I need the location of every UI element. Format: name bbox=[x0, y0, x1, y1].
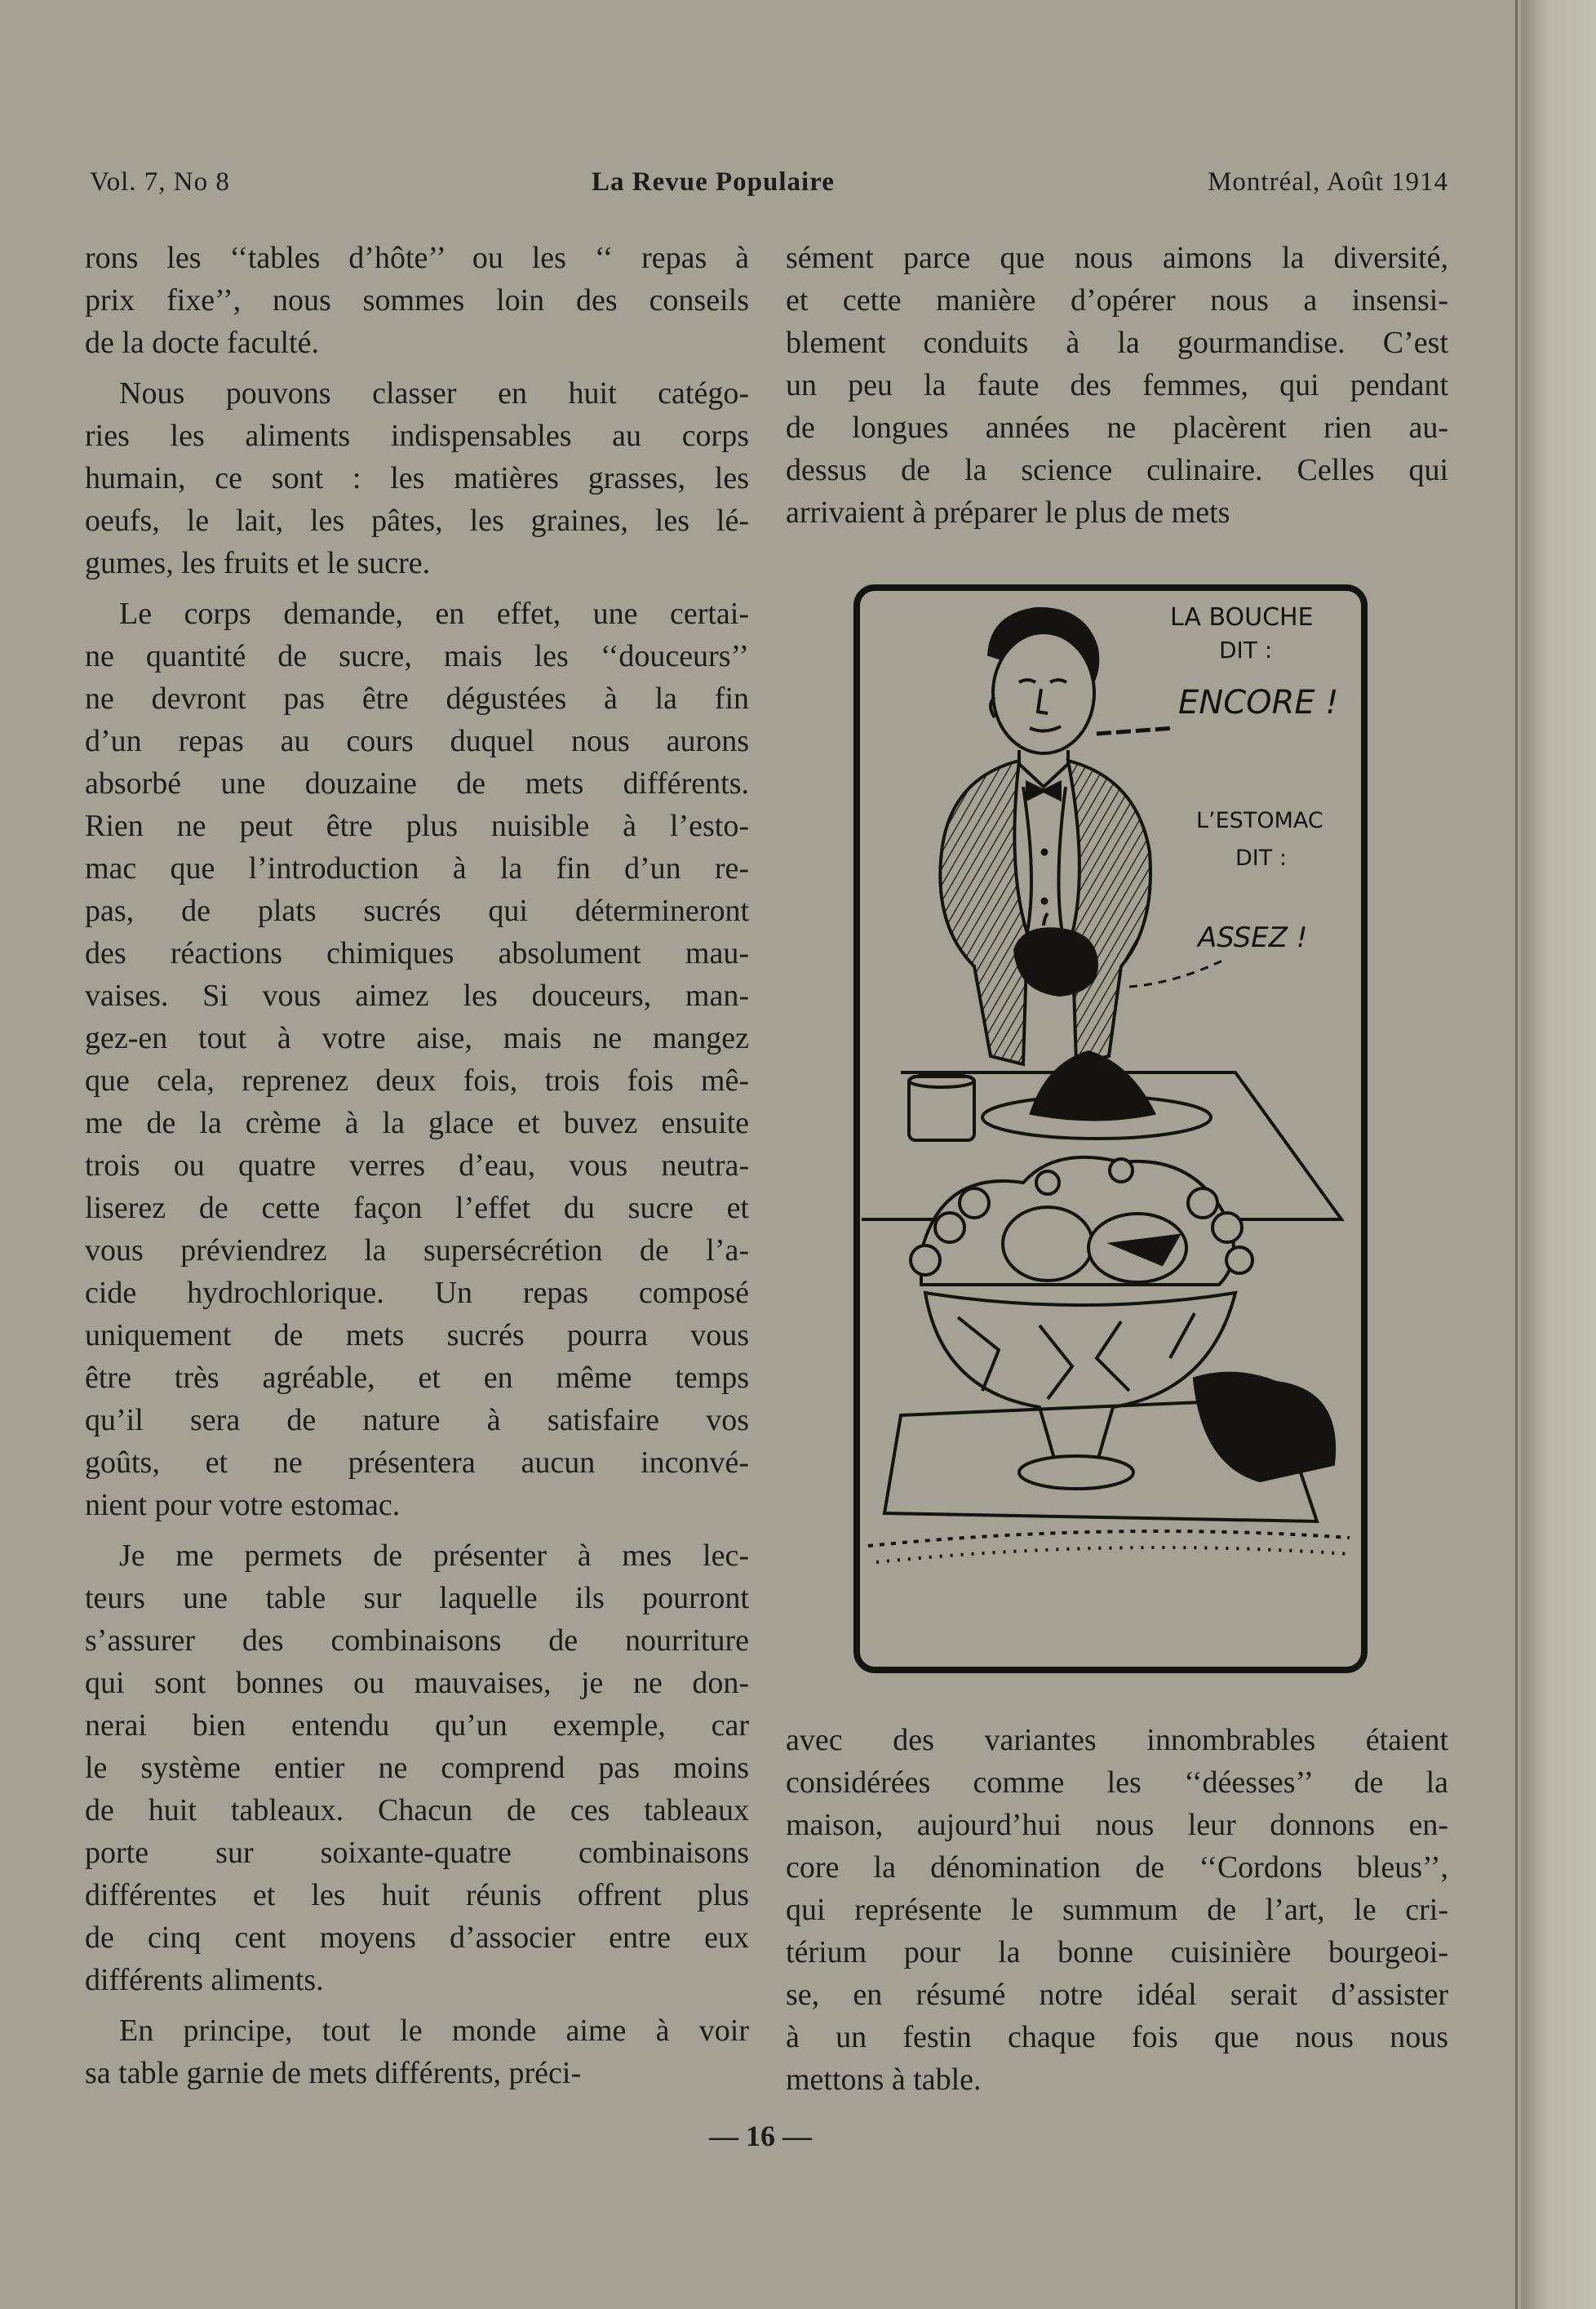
text-line: se, en résumé notre idéal serait d’assister bbox=[786, 1978, 1448, 2012]
text-line: gez-en tout à votre aise, mais ne mangez bbox=[85, 1021, 749, 1055]
text-line: de huit tableaux. Chacun de ces tableaux bbox=[85, 1793, 749, 1827]
running-header bbox=[90, 167, 1448, 208]
article-column-right-top bbox=[786, 237, 1448, 534]
text-line: maison, aujourd’hui nous leur donnons en- bbox=[786, 1808, 1448, 1842]
paragraph-gap bbox=[85, 2001, 749, 2009]
text-line: blement conduits à la gourmandise. C’est bbox=[786, 326, 1448, 360]
pointer-stomach bbox=[1129, 958, 1227, 987]
text-line: de longues années ne placèrent rien au- bbox=[786, 411, 1448, 445]
paragraph-gap bbox=[85, 584, 749, 593]
text-line: humain, ce sont : les matières grasses, les bbox=[85, 461, 749, 495]
text-line: nerai bien entendu qu’un exemple, car bbox=[85, 1708, 749, 1743]
text-line: le système entier ne comprend pas moins bbox=[85, 1751, 749, 1785]
caption-dit-1: DIT : bbox=[1219, 637, 1273, 664]
text-line: Nous pouvons classer en huit catégo- bbox=[119, 376, 749, 411]
text-line: me de la crème à la glace et buvez ensuite bbox=[85, 1106, 749, 1140]
text-line: gumes, les fruits et le sucre. bbox=[85, 546, 431, 580]
text-line: dessus de la science culinaire. Celles qui bbox=[786, 453, 1448, 487]
text-line: avec des variantes innombrables étaient bbox=[786, 1723, 1448, 1757]
text-line: teurs une table sur laquelle ils pourront bbox=[85, 1581, 749, 1615]
text-line: des réactions chimiques absolument mau- bbox=[85, 936, 749, 970]
article-column-right-bottom bbox=[786, 1719, 1448, 2101]
text-line: mettons à table. bbox=[786, 2063, 982, 2097]
text-line: considérées comme les ‘‘déesses’’ de la bbox=[786, 1765, 1448, 1800]
text-line: liserez de cette façon l’effet du sucre et bbox=[85, 1191, 749, 1225]
text-line: s’assurer des combinaisons de nourriture bbox=[85, 1623, 749, 1658]
binding-edge bbox=[1515, 0, 1518, 2309]
text-line: ries les aliments indispensables au corps bbox=[85, 419, 749, 453]
text-line: En principe, tout le monde aime à voir bbox=[119, 2014, 749, 2048]
text-line: mac que l’introduction à la fin d’un re- bbox=[85, 851, 749, 886]
text-line: de cinq cent moyens d’associer entre eux bbox=[85, 1920, 749, 1955]
binding-spine bbox=[1521, 0, 1596, 2309]
caption-la-bouche: LA BOUCHE bbox=[1170, 603, 1314, 632]
dessert-on-plate bbox=[1031, 1052, 1154, 1120]
header-volume: Vol. 7, No 8 bbox=[90, 167, 230, 197]
text-line: d’un repas au cours duquel nous aurons bbox=[85, 724, 749, 758]
text-line: vous préviendrez la supersécrétion de l’a- bbox=[85, 1233, 749, 1268]
page-number: — 16 — bbox=[709, 2120, 812, 2152]
text-line: uniquement de mets sucrés pourra vous bbox=[85, 1318, 749, 1352]
text-line: Je me permets de présenter à mes lec- bbox=[119, 1539, 749, 1573]
text-line: que cela, reprenez deux fois, trois fois mê- bbox=[85, 1063, 749, 1098]
text-line: porte sur soixante-quatre combinaisons bbox=[85, 1836, 749, 1870]
text-line: un peu la faute des femmes, qui pendant bbox=[786, 368, 1448, 402]
text-line: de la docte faculté. bbox=[85, 326, 319, 360]
man-figure bbox=[940, 609, 1150, 1064]
caption-dit-2: DIT : bbox=[1235, 846, 1287, 871]
text-line: différentes et les huit réunis offrent plus bbox=[85, 1878, 749, 1912]
caption-l-estomac: L’ESTOMAC bbox=[1196, 808, 1323, 833]
text-line: core la dénomination de ‘‘Cordons bleus’’, bbox=[786, 1850, 1448, 1885]
text-line: prix fixe’’, nous sommes loin des conseils bbox=[85, 283, 749, 317]
text-line: qui sont bonnes ou mauvaises, je ne don- bbox=[85, 1666, 749, 1700]
text-line: nient pour votre estomac. bbox=[85, 1488, 401, 1522]
text-line: être très agréable, et en même temps bbox=[85, 1361, 749, 1395]
text-line: cide hydrochlorique. Un repas composé bbox=[85, 1276, 749, 1310]
text-line: trois ou quatre verres d’eau, vous neutra- bbox=[85, 1148, 749, 1183]
text-line: différents aliments. bbox=[85, 1963, 324, 1997]
paragraph-gap bbox=[85, 1526, 749, 1534]
text-line: qui représente le summum de l’art, le cri- bbox=[786, 1893, 1448, 1927]
text-line: pas, de plats sucrés qui détermineront bbox=[85, 894, 749, 928]
cartoon-illustration bbox=[852, 583, 1369, 1675]
text-line: ne quantité de sucre, mais les ‘‘douceurs’’ bbox=[85, 639, 749, 673]
fruit-bowl bbox=[911, 1157, 1252, 1489]
text-line: qu’il sera de nature à satisfaire vos bbox=[85, 1403, 749, 1437]
text-line: Rien ne peut être plus nuisible à l’esto- bbox=[85, 809, 749, 843]
text-line: oeufs, le lait, les pâtes, les graines, les lé- bbox=[85, 504, 749, 538]
header-date: Montréal, Août 1914 bbox=[1208, 167, 1448, 197]
article-column-left bbox=[85, 237, 749, 2094]
text-line: et cette manière d’opérer nous a insensi- bbox=[786, 283, 1448, 317]
text-line: térium pour la bonne cuisinière bourgeoi- bbox=[786, 1935, 1448, 1969]
text-line: arrivaient à préparer le plus de mets bbox=[786, 495, 1230, 530]
text-line: vaises. Si vous aimez les douceurs, man- bbox=[85, 979, 749, 1013]
text-line: Le corps demande, en effet, une certai- bbox=[119, 597, 749, 631]
paragraph-gap bbox=[85, 364, 749, 372]
text-line: à un festin chaque fois que nous nous bbox=[786, 2020, 1448, 2054]
caption-encore: ENCORE ! bbox=[1178, 684, 1339, 722]
text-line: absorbé une douzaine de mets différents. bbox=[85, 766, 749, 801]
text-line: sa table garnie de mets différents, préci- bbox=[85, 2056, 582, 2090]
caption-assez: ASSEZ ! bbox=[1198, 921, 1308, 954]
text-line: goûts, et ne présentera aucun inconvé- bbox=[85, 1445, 749, 1480]
text-line: ne devront pas être dégustées à la fin bbox=[85, 682, 749, 716]
text-line: sément parce que nous aimons la diversité, bbox=[786, 241, 1448, 275]
header-title: La Revue Populaire bbox=[592, 167, 835, 197]
pointer-mouth bbox=[1097, 728, 1174, 734]
text-line: rons les ‘‘tables d’hôte’’ ou les ‘‘ repas à bbox=[85, 241, 749, 275]
